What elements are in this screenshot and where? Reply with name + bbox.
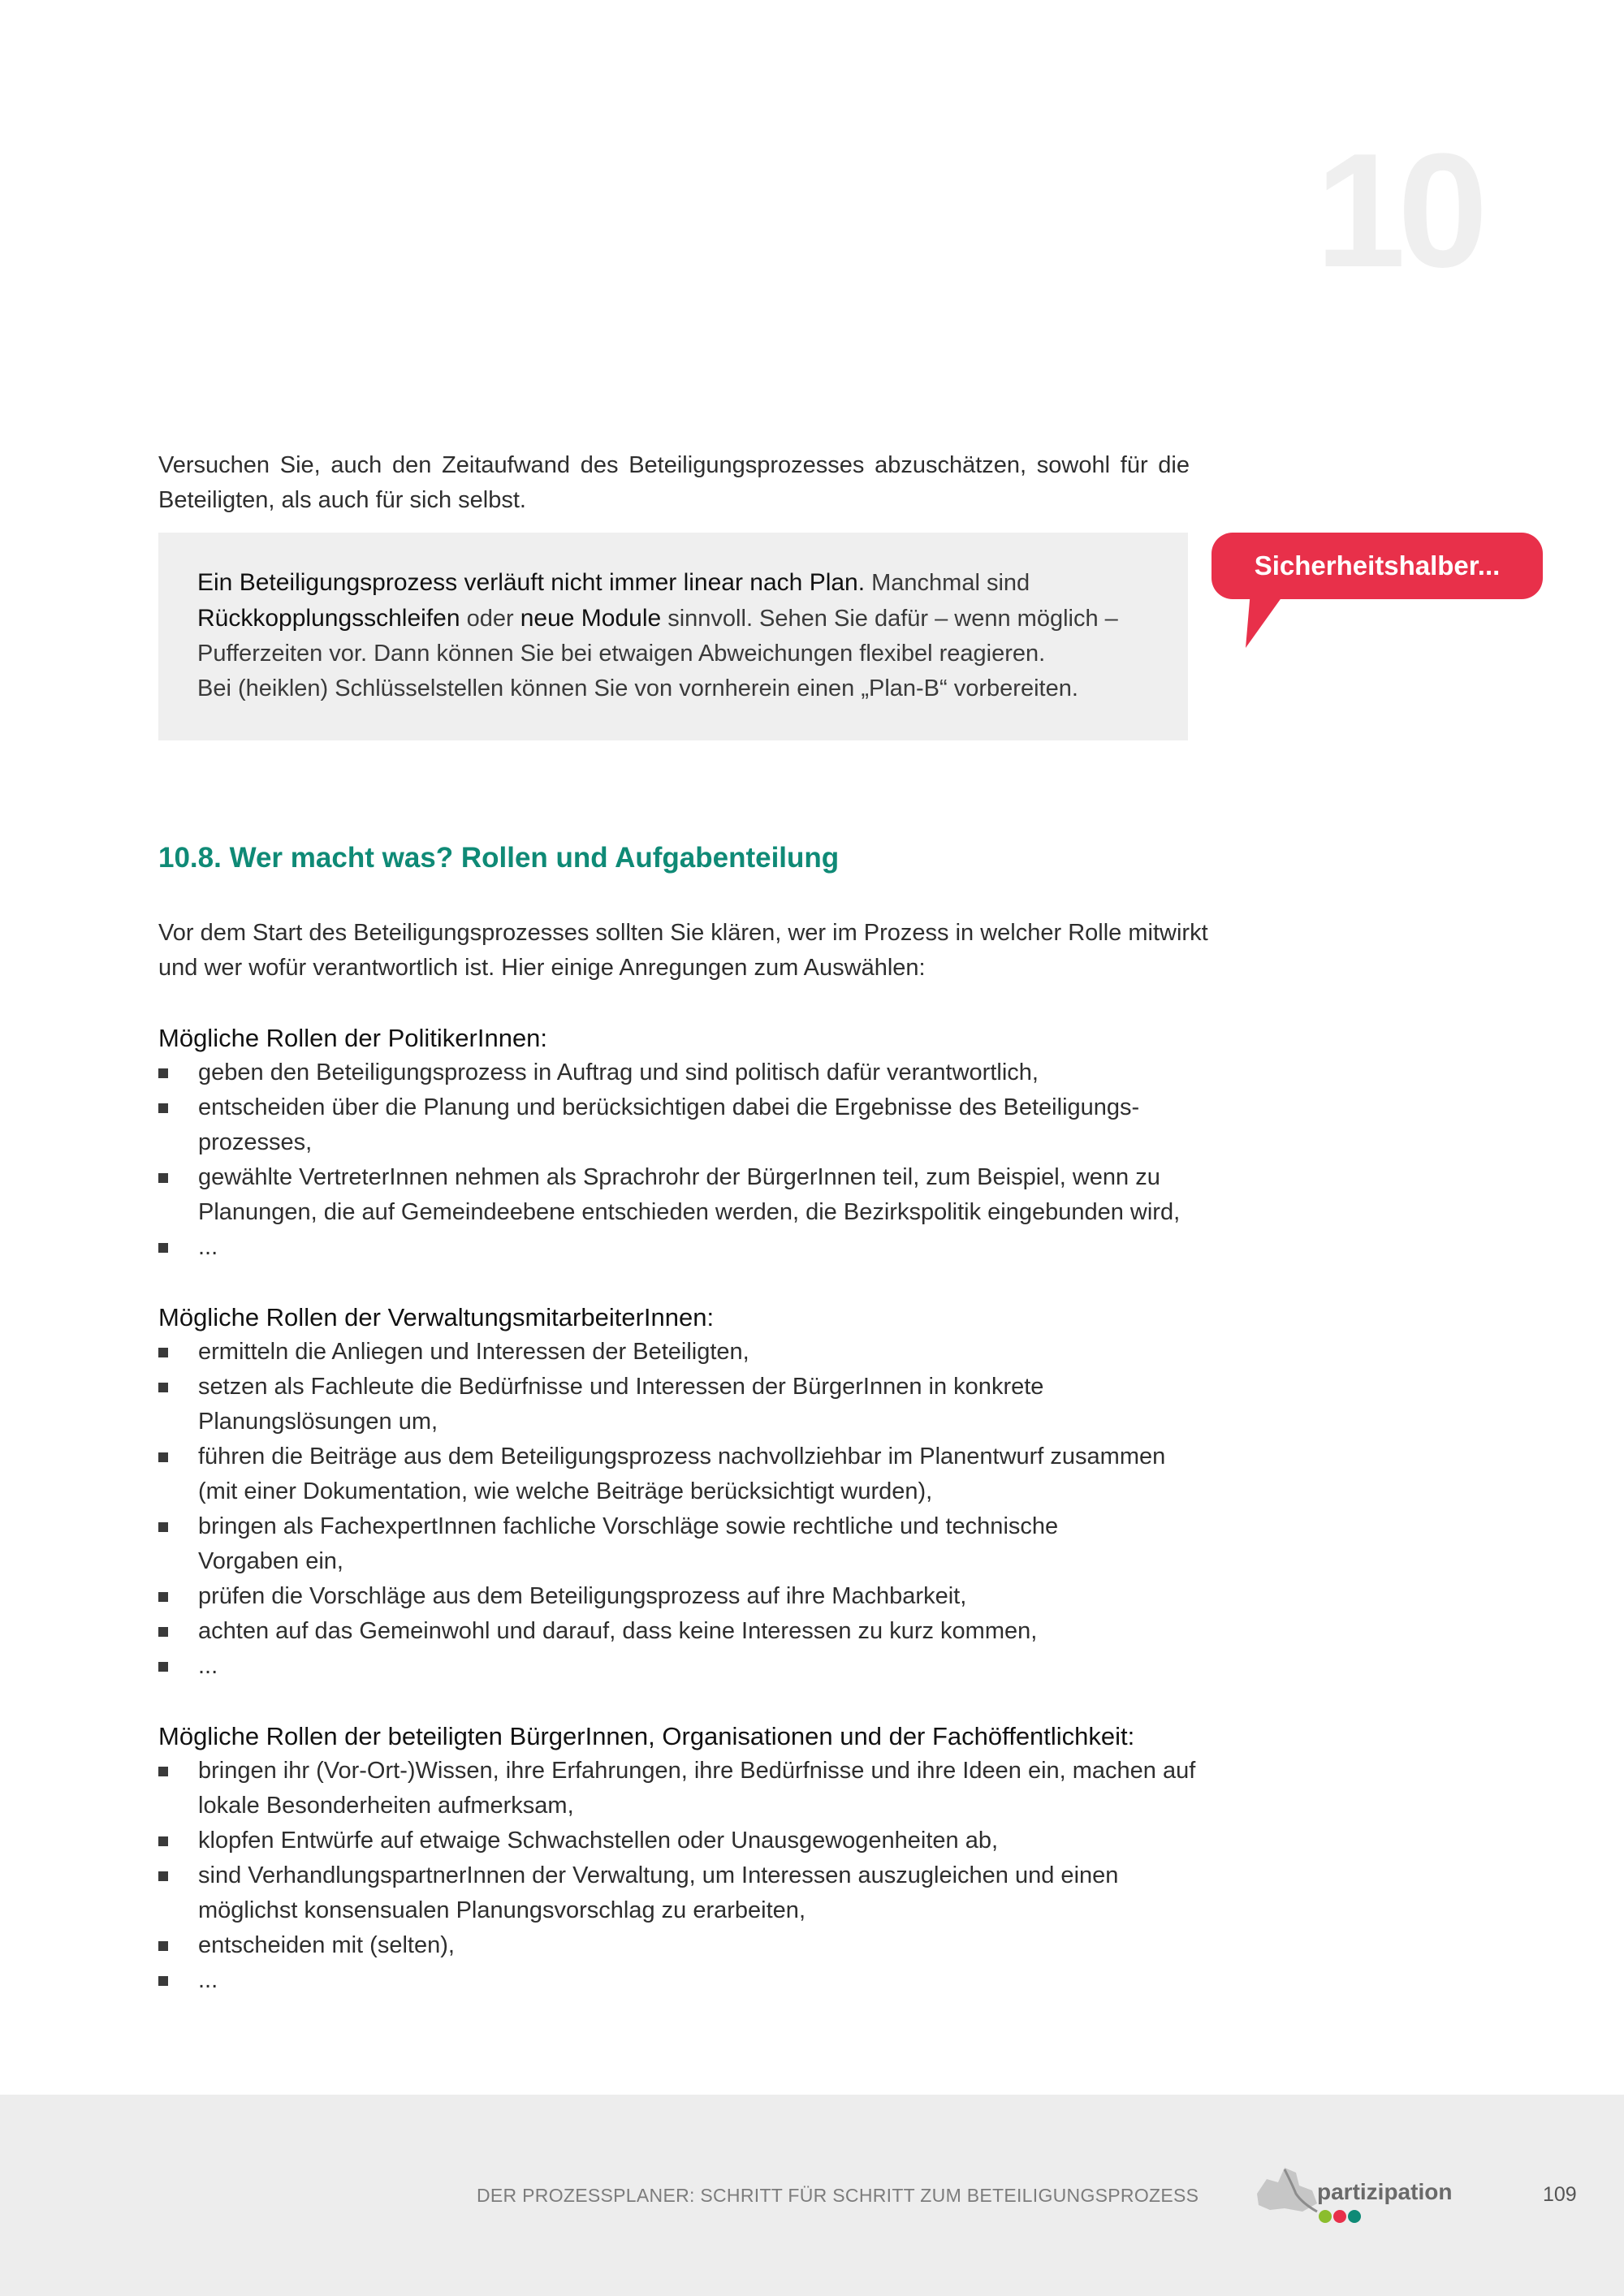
lead-paragraph: Vor dem Start des Beteiligungsprozesses sollten Sie klären, wer im Prozess in welcher Rolle mitwirkt und wer wofür verantwortlich ist. Hier einige Anregungen zum Auswählen:: [158, 920, 1208, 981]
note-line-2: [197, 601, 1151, 637]
list-item: setzen als Fachleute die Bedürfnisse und Interessen der BürgerInnen in konkrete Planungslösungen um,: [158, 1370, 1214, 1439]
bullet-icon: [158, 1348, 168, 1357]
roles-list: [158, 1055, 1214, 1265]
list-item: prüfen die Vorschläge aus dem Beteiligungsprozess auf ihre Machbarkeit,: [158, 1579, 1214, 1614]
roles-heading: Mögliche Rollen der VerwaltungsmitarbeiterInnen:: [158, 1303, 715, 1331]
note-box: [158, 533, 1188, 740]
red-dot-icon: [1333, 2210, 1346, 2223]
list-item: bringen ihr (Vor-Ort-)Wissen, ihre Erfahrungen, ihre Bedürfnisse und ihre Ideen ein, machen auf lokale Besonderheiten aufmerksam,: [158, 1754, 1214, 1823]
page-footer: [0, 2095, 1624, 2296]
bullet-icon: [158, 1522, 168, 1532]
roles-heading: Mögliche Rollen der PolitikerInnen:: [158, 1024, 548, 1052]
bullet-icon: [158, 1103, 168, 1113]
list-item: geben den Beteiligungsprozess in Auftrag und sind politisch dafür verantwortlich,: [158, 1055, 1214, 1090]
chapter-number: 10: [1315, 120, 1480, 301]
list-item: ...: [158, 1230, 1214, 1265]
note-emphasis: Rückkopplungsschleifen: [197, 605, 460, 632]
list-item: achten auf das Gemeinwohl und darauf, dass keine Interessen zu kurz kommen,: [158, 1614, 1214, 1649]
list-item: ...: [158, 1649, 1214, 1684]
roles-list: [158, 1754, 1214, 1998]
bullet-icon: [158, 1592, 168, 1602]
note-line-1: [197, 565, 1151, 601]
brand-logo-text: partizipation: [1317, 2179, 1453, 2204]
roles-group-administration: [158, 1300, 1214, 1684]
note-text: sinnvoll. Sehen Sie dafür – wenn möglich –: [661, 606, 1118, 632]
list-item: sind VerhandlungspartnerInnen der Verwaltung, um Interessen auszugleichen und einen möglichst konsensualen Planungsvorschlag zu erarbeiten,: [158, 1858, 1214, 1928]
section-heading: 10.8. Wer macht was? Rollen und Aufgabenteilung: [158, 842, 840, 874]
roles-heading: Mögliche Rollen der beteiligten BürgerInnen, Organisationen und der Fachöffentlichkeit:: [158, 1722, 1135, 1750]
list-item: entscheiden mit (selten),: [158, 1928, 1214, 1963]
bullet-icon: [158, 1871, 168, 1881]
bullet-icon: [158, 1836, 168, 1846]
note-text: Manchmal sind: [865, 570, 1030, 596]
list-item: ...: [158, 1963, 1214, 1998]
list-item: ermitteln die Anliegen und Interessen der Beteiligten,: [158, 1335, 1214, 1370]
page-number: 109: [1543, 2183, 1577, 2206]
note-emphasis: Ein Beteiligungsprozess verläuft nicht immer linear nach Plan.: [197, 569, 866, 596]
note-emphasis: neue Module: [520, 605, 662, 632]
roles-group-politicians: [158, 1021, 1214, 1265]
bullet-icon: [158, 1627, 168, 1637]
teal-dot-icon: [1348, 2210, 1361, 2223]
note-line-4: Bei (heiklen) Schlüsselstellen können Sie von vornherein einen „Plan-B“ vorbereiten.: [197, 675, 1078, 701]
bullet-icon: [158, 1662, 168, 1672]
callout-bubble: Sicherheitshalber...: [1212, 533, 1543, 599]
bullet-icon: [158, 1173, 168, 1183]
bullet-icon: [158, 1068, 168, 1078]
bullet-icon: [158, 1767, 168, 1776]
bullet-icon: [158, 1941, 168, 1951]
bullet-icon: [158, 1243, 168, 1253]
roles-group-citizens: [158, 1719, 1214, 1998]
bullet-icon: [158, 1976, 168, 1986]
note-line-3: Pufferzeiten vor. Dann können Sie bei etwaigen Abweichungen flexibel reagieren.: [197, 641, 1046, 667]
green-dot-icon: [1319, 2210, 1332, 2223]
footer-title: DER PROZESSPLANER: SCHRITT FÜR SCHRITT ZUM BETEILIGUNGSPROZESS: [477, 2185, 1199, 2206]
bullet-icon: [158, 1452, 168, 1462]
callout-tail: [1244, 591, 1293, 650]
list-item: entscheiden über die Planung und berücksichtigen dabei die Ergebnisse des Beteiligungs- prozesses,: [158, 1090, 1214, 1160]
list-item: gewählte VertreterInnen nehmen als Sprachrohr der BürgerInnen teil, zum Beispiel, wenn zu Planungen, die auf Gemeindeebene entschieden werden, die Bezirkspolitik eingebunden wird,: [158, 1160, 1214, 1230]
list-item: führen die Beiträge aus dem Beteiligungsprozess nachvollziehbar im Planentwurf zusammen (mit einer Dokumentation, wie welche Beiträge berücksichtigt wurden),: [158, 1439, 1214, 1509]
list-item: klopfen Entwürfe auf etwaige Schwachstellen oder Unausgewogenheiten ab,: [158, 1823, 1214, 1858]
roles-list: [158, 1335, 1214, 1684]
bullet-icon: [158, 1383, 168, 1392]
intro-paragraph: Versuchen Sie, auch den Zeitaufwand des Beteiligungsprozesses abzuschätzen, sowohl für die Beteiligten, als auch für sich selbst.: [158, 452, 1190, 513]
note-text: oder: [460, 606, 520, 632]
list-item: bringen als FachexpertInnen fachliche Vorschläge sowie rechtliche und technische Vorgaben ein,: [158, 1509, 1214, 1579]
brand-dots: [1319, 2210, 1363, 2223]
